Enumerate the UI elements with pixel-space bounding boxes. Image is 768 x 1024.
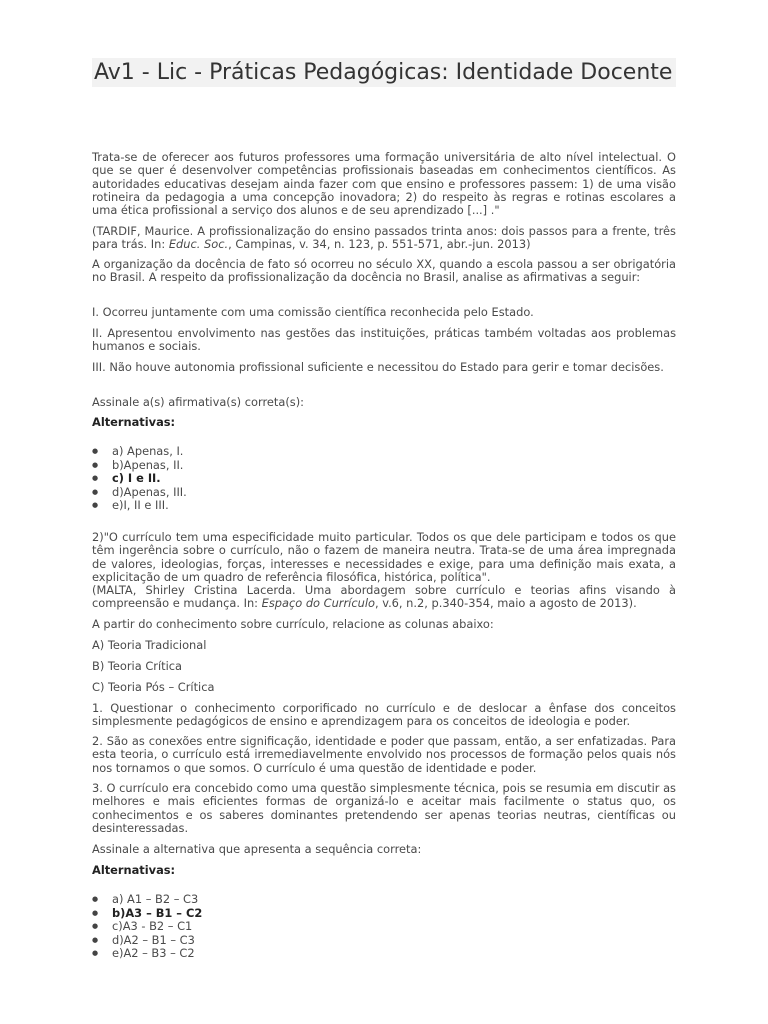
q2-alternatives [92,893,676,961]
q1-ref-post: , Campinas, v. 34, n. 123, p. 551-571, abr.-jun. 2013) [228,237,531,252]
q1-alternatives-label: Alternativas: [92,415,176,429]
q1-alternative-b[interactable]: ● b)Apenas, II. [92,459,676,473]
q2-column-c-block [92,681,676,694]
q2-column-c: C) Teoria Pós – Crítica [92,680,215,694]
q1-quote-block [92,151,676,217]
q2-item-2-block [92,735,676,775]
q2-reference [92,584,676,611]
q2-ref-post: , v.6, n.2, p.340-354, maio a agosto de 2013). [374,596,637,611]
q1-reference-block [92,225,676,252]
q2-prompt-block [92,843,676,856]
q1-statement-3-block [92,361,676,374]
q2-item: 3. O currículo era concebido como uma questão simplesmente técnica, pois se resumia em discutir as melhores e mais eficientes formas de organizá-lo e aceitar mais facilmente o status quo, os conhecimentos e os saberes dominantes pretendendo ser apenas teorias neutras, científicas ou desinteressadas. [92,781,676,835]
q1-statement: I. Ocorreu juntamente com uma comissão científica reconhecida pelo Estado. [92,305,534,319]
q2-item-1-block [92,702,676,729]
q1-statement: II. Apresentou envolvimento nas gestões das instituições, práticas também voltadas aos problemas humanos e sociais. [92,326,676,354]
q1-quote: Trata-se de oferecer aos futuros professores uma formação universitária de alto nível intelectual. O que se quer é desenvolver competências profissionais baseadas em conhecimentos científicos. As autoridades educativas desejam ainda fazer com que ensino e professores passem: 1) de uma visão rotineira da pedagogia a uma concepção inovadora; 2) do respeito às regras e rotinas escolares a uma ética profissional a serviço dos alunos e de seu aprendizado [...] ." [92,150,676,218]
q2-item: 2. São as conexões entre significação, identidade e poder que passam, então, a ser enfatizadas. Para esta teoria, o currículo está irremediavelmente envolvido nos processos de formação pelos quais nós nos tornamos o que somos. O currículo é uma questão de identidade e poder. [92,734,676,775]
q1-reference [92,225,676,252]
q2-reference-block [92,584,676,611]
q2-ref-pre: (MALTA, Shirley Cristina Lacerda. Uma abordagem sobre currículo e teorias afins visando à compreensão e mudança. In: [92,583,676,611]
q2-item-3-block [92,782,676,835]
q2-quote: 2)"O currículo tem uma especificidade muito particular. Todos os que dele participam e todos os que têm ingerência sobre o currículo, não o fazem de maneira neutra. Trata-se de uma área impregnada de valores, ideologias, forças, interesses e necessidades e exige, para uma definição mais exata, a explicitação de um quadro de referência filosófica, histórica, política". [92,530,676,584]
q2-column-b: B) Teoria Crítica [92,659,183,673]
q2-item: 1. Questionar o conhecimento corporificado no currículo e de deslocar a ênfase dos conceitos simplesmente pedagógicos de ensino e aprendizagem para os conceitos de ideologia e poder. [92,701,676,729]
q2-alternative-e[interactable]: ● e)A2 – B3 – C2 [92,947,676,961]
q1-ref-pre: (TARDIF, Maurice. A profissionalização do ensino passados trinta anos: dois passos para a frente, três para trás. In: [92,224,676,252]
q2-column-a: A) Teoria Tradicional [92,638,207,652]
q2-prompt: Assinale a alternativa que apresenta a sequência correta: [92,842,422,856]
q1-intro: A organização da docência de fato só ocorreu no século XX, quando a escola passou a ser obrigatória no Brasil. A respeito da profissionalização da docência no Brasil, analise as afirmativas a seguir: [92,257,676,285]
q2-alternative-b[interactable]: ● b)A3 – B1 – C2 [92,907,676,921]
q2-ref-journal: Espaço do Currículo [261,596,375,611]
q1-alternative-c[interactable]: ● c) I e II. [92,472,676,486]
q1-statement: III. Não houve autonomia profissional suficiente e necessitou do Estado para gerir e tomar decisões. [92,360,664,374]
q2-alternative-d[interactable]: ● d)A2 – B1 – C3 [92,934,676,948]
q2-alternatives-label-block [92,864,676,877]
q1-alternatives-label-block [92,416,676,429]
q2-intro: A partir do conhecimento sobre currículo, relacione as colunas abaixo: [92,617,494,631]
q1-alternative-a[interactable]: ● a) Apenas, I. [92,445,676,459]
q2-intro-block [92,618,676,631]
q1-alternative-e[interactable]: ● e)I, II e III. [92,499,676,513]
document-header [92,58,676,87]
q1-ref-journal: Educ. Soc. [168,237,229,252]
q2-alternative-c[interactable]: ● c)A3 - B2 – C1 [92,920,676,934]
q1-intro-block [92,258,676,285]
q1-alternative-d[interactable]: ● d)Apenas, III. [92,486,676,500]
q1-statement-2-block [92,327,676,354]
q1-statement-1-block [92,306,676,319]
q1-prompt: Assinale a(s) afirmativa(s) correta(s): [92,395,305,409]
q2-column-b-block [92,660,676,673]
q2-quote-block [92,531,676,584]
q1-alternatives [92,445,676,513]
q1-prompt-block [92,396,676,409]
q2-alternative-a[interactable]: ● a) A1 – B2 – C3 [92,893,676,907]
title-box [92,58,676,87]
page-title: Av1 - Lic - Práticas Pedagógicas: Identidade Docente [94,60,673,85]
q2-column-a-block [92,639,676,652]
q2-alternatives-label: Alternativas: [92,863,176,877]
